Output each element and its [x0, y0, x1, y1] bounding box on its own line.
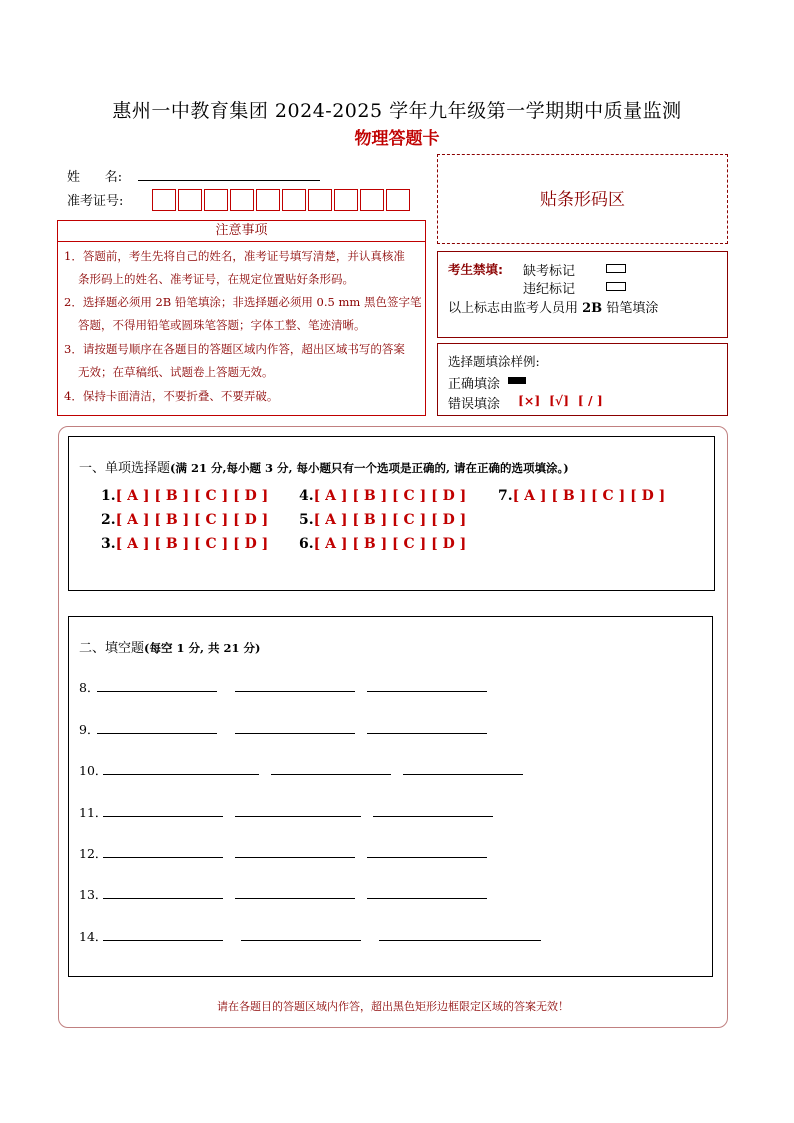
mc-question-2[interactable]	[101, 512, 268, 528]
exam-title: 惠州一中教育集团 2024-2025 学年九年级第一学期期中质量监测	[112, 100, 682, 122]
correct-fill-sample	[508, 377, 526, 384]
answer-options[interactable]: [ A ] [ B ] [ C ] [ D ]	[512, 488, 666, 504]
forbidden-label: 考生禁填:	[448, 262, 503, 277]
mc-question-1[interactable]	[101, 488, 268, 504]
notice-line: 条形码上的姓名、准考证号，在规定位置贴好条形码。	[78, 272, 354, 286]
section1-title	[79, 457, 569, 476]
name-field[interactable]	[138, 180, 320, 181]
id-label: 准考证号:	[67, 194, 124, 209]
answer-options[interactable]: [ A ] [ B ] [ C ] [ D ]	[313, 512, 467, 528]
answer-blank[interactable]	[373, 816, 493, 817]
question-number: 5.	[299, 512, 314, 528]
question-number: 11．	[79, 805, 108, 820]
answer-blank[interactable]	[103, 898, 223, 899]
multiple-choice-section	[68, 436, 715, 591]
notice-line: 4．保持卡面清洁，不要折叠、不要弄破。	[64, 389, 279, 403]
violation-mark-label: 违纪标记	[523, 282, 576, 297]
answer-blank[interactable]	[103, 816, 223, 817]
question-number: 3.	[101, 536, 116, 552]
answer-options[interactable]: [ A ] [ B ] [ C ] [ D ]	[313, 488, 467, 504]
answer-blank[interactable]	[97, 691, 217, 692]
fill-example-box	[437, 343, 728, 416]
forbidden-note-pencil: 2B	[582, 301, 603, 316]
fill-blank-section	[68, 616, 713, 977]
answer-blank[interactable]	[235, 733, 355, 734]
answer-blank[interactable]	[235, 857, 355, 858]
notice-line: 1．答题前，考生先将自己的姓名，准考证号填写清楚，并认真核准	[64, 249, 405, 263]
id-digit-box[interactable]	[334, 189, 358, 211]
notice-title: 注意事项	[57, 220, 426, 242]
section2-title-main: 二、填空题	[79, 641, 145, 656]
question-number: 7.	[498, 488, 513, 504]
mc-question-3[interactable]	[101, 536, 268, 552]
id-digit-box[interactable]	[360, 189, 384, 211]
answer-blank[interactable]	[235, 898, 355, 899]
answer-blank[interactable]	[103, 857, 223, 858]
answer-blank[interactable]	[403, 774, 523, 775]
question-number: 9．	[79, 722, 100, 737]
id-digit-box[interactable]	[152, 189, 176, 211]
absent-mark-label: 缺考标记	[523, 264, 576, 279]
correct-fill-label: 正确填涂	[448, 377, 501, 392]
section2-title	[79, 637, 260, 656]
section1-title-note: (满 21 分,每小题 3 分, 每小题只有一个选项是正确的, 请在正确的选项填涂。)	[170, 461, 569, 475]
name-label: 姓 名:	[67, 170, 123, 185]
answer-blank[interactable]	[103, 774, 259, 775]
id-digit-box[interactable]	[204, 189, 228, 211]
question-number: 2.	[101, 512, 116, 528]
id-digit-box[interactable]	[282, 189, 306, 211]
question-number: 4.	[299, 488, 314, 504]
forbidden-note-suffix: 铅笔填涂	[602, 301, 659, 316]
violation-mark-box[interactable]	[606, 282, 626, 291]
question-number: 13．	[79, 887, 108, 902]
answer-blank[interactable]	[103, 940, 223, 941]
section1-title-main: 一、单项选择题	[79, 461, 171, 476]
answer-blank[interactable]	[271, 774, 391, 775]
answer-blank[interactable]	[235, 816, 361, 817]
question-number: 14．	[79, 929, 108, 944]
question-number: 6.	[299, 536, 314, 552]
mc-question-5[interactable]	[299, 512, 466, 528]
answer-blank[interactable]	[367, 691, 487, 692]
notice-line: 2．选择题必须用 2B 铅笔填涂；非选择题必须用 0.5 mm 黑色签字笔	[64, 295, 422, 309]
forbidden-note-prefix: 以上标志由监考人员用	[448, 301, 583, 316]
mc-question-6[interactable]	[299, 536, 466, 552]
question-number: 10．	[79, 763, 108, 778]
id-digit-box[interactable]	[308, 189, 332, 211]
card-subtitle: 物理答题卡	[354, 129, 440, 149]
answer-blank[interactable]	[367, 733, 487, 734]
proctor-mark-box	[437, 251, 728, 338]
answer-blank[interactable]	[97, 733, 217, 734]
answer-blank[interactable]	[235, 691, 355, 692]
answer-options[interactable]: [ A ] [ B ] [ C ] [ D ]	[115, 488, 269, 504]
footer-warning: 请在各题目的答题区域内作答，超出黑色矩形边框限定区域的答案无效！	[217, 1000, 569, 1013]
notice-line: 3．请按题号顺序在各题目的答题区域内作答，超出区域书写的答案	[64, 342, 405, 356]
id-digit-box[interactable]	[178, 189, 202, 211]
id-digit-box[interactable]	[386, 189, 410, 211]
wrong-fill-label: 错误填涂	[448, 397, 501, 412]
id-digit-box[interactable]	[256, 189, 280, 211]
answer-blank[interactable]	[367, 898, 487, 899]
section2-title-note: (每空 1 分, 共 21 分)	[144, 641, 261, 655]
answer-options[interactable]: [ A ] [ B ] [ C ] [ D ]	[115, 536, 269, 552]
answer-blank[interactable]	[367, 857, 487, 858]
notice-line: 无效；在草稿纸、试题卷上答题无效。	[78, 365, 274, 379]
barcode-label: 贴条形码区	[540, 190, 625, 210]
mc-question-7[interactable]	[498, 488, 665, 504]
mc-question-4[interactable]	[299, 488, 466, 504]
id-digit-box[interactable]	[230, 189, 254, 211]
absent-mark-box[interactable]	[606, 264, 626, 273]
fill-example-title: 选择题填涂样例:	[448, 354, 540, 369]
answer-blank[interactable]	[379, 940, 541, 941]
answer-options[interactable]: [ A ] [ B ] [ C ] [ D ]	[313, 536, 467, 552]
answer-options[interactable]: [ A ] [ B ] [ C ] [ D ]	[115, 512, 269, 528]
notice-line: 答题，不得用铅笔或圆珠笔答题；字体工整、笔迹清晰。	[78, 318, 366, 332]
question-number: 1.	[101, 488, 116, 504]
wrong-fill-samples: [×] [√] [ / ]	[518, 393, 603, 408]
question-number: 12．	[79, 846, 108, 861]
answer-blank[interactable]	[241, 940, 361, 941]
notice-box	[57, 242, 426, 416]
forbidden-note	[448, 297, 658, 316]
question-number: 8．	[79, 680, 100, 695]
